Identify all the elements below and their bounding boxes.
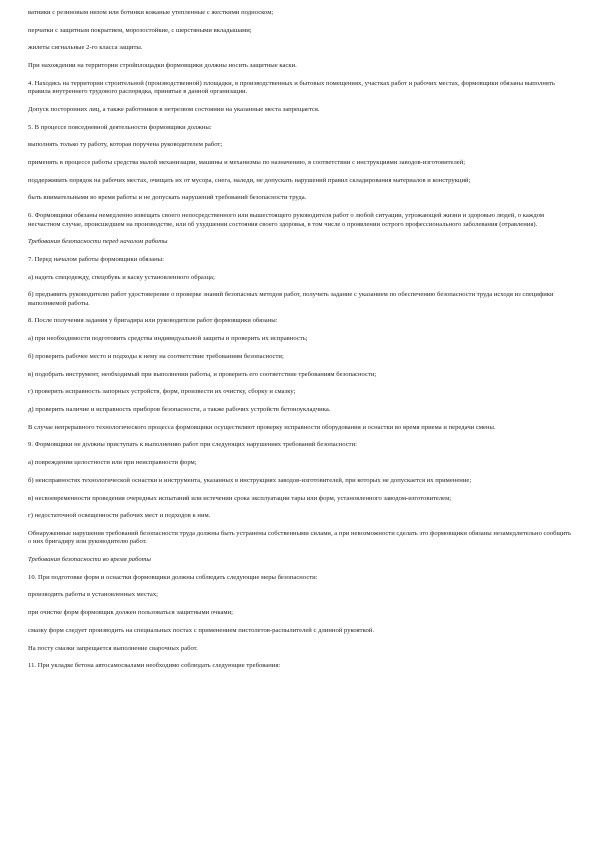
paragraph: 5. В процессе повседневной деятельности формовщики должны: [28, 123, 212, 131]
paragraph: жилеты сигнальные 2-го класса защиты. [28, 44, 143, 52]
paragraph: 8. После получения задания у бригадира или руководителя работ формовщики обязаны: [28, 317, 278, 325]
paragraph: б) предъявить руководителю работ удостоверение о проверке знаний безопасных методов работ, получить задание с указанием по обеспечению безопасности труда исходя из специфики выполняемой работы. [28, 291, 554, 307]
paragraph: г) недостаточной освещенности рабочих мест и подходов к ним. [28, 512, 211, 520]
paragraph: а) надеть спецодежду, спецобувь и каску установленного образца; [28, 273, 215, 281]
section-heading: Требования безопасности во время работы [28, 556, 151, 564]
section-heading: Требования безопасности перед началом работы [28, 238, 168, 246]
paragraph: 7. Перед началом работы формовщики обязаны: [28, 255, 164, 263]
paragraph: б) неисправностях технологической оснастки и инструмента, указанных в инструкциях заводов-изготовителей, при которых не допускается их применение; [28, 476, 472, 484]
paragraph: г) проверить исправность запорных устройств, форм, произвести их очистку, сборку и смазку; [28, 388, 296, 396]
paragraph: при очистке форм формовщик должен пользоваться защитными очками; [28, 609, 234, 617]
paragraph: Допуск посторонних лиц, а также работников в нетрезвом состоянии на указанные места запрещается. [28, 105, 320, 113]
paragraph: 9. Формовщики не должны приступать к выполнению работ при следующих нарушениях требований безопасности: [28, 441, 357, 449]
paragraph: Обнаруженные нарушения требований безопасности труда должны быть устранены собственными силами, а при невозможности сделать это формовщики обязаны незамедлительно сообщить о них бригадиру или руководителю работ. [28, 529, 572, 546]
paragraph: перчатки с защитным покрытием, морозостойкие, с шерстяными вкладышами; [28, 26, 252, 34]
paragraph: применять в процессе работы средства малой механизации, машины и механизмы по назначению, в соответствии с инструкциями заводов-изготовителей; [28, 159, 466, 167]
paragraph: 10. При подготовке форм и оснастки формовщики должны соблюдать следующие меры безопасности: [28, 573, 318, 581]
document-body [28, 9, 573, 680]
paragraph: 11. При укладке бетона автосамосвалами необходимо соблюдать следующие требования: [28, 662, 281, 670]
paragraph: а) при необходимости подготовить средства индивидуальной защиты и проверить их исправность; [28, 335, 308, 343]
paragraph: смазку форм следует производить на специальных постах с применением пистолетов-распылителей с длинной рукояткой. [28, 626, 374, 634]
paragraph: производить работы в установленных местах; [28, 591, 159, 599]
paragraph: 4. Находясь на территории строительной (производственной) площадки, в производственных и бытовых помещениях, участках работ и рабочих местах, формовщики обязаны выполнять правила внутреннего трудового распорядка, принятые в данной организации. [28, 79, 555, 96]
paragraph: в) подобрать инструмент, необходимый при выполнении работы, и проверить его соответствие требованиям безопасности; [28, 370, 377, 378]
paragraph: При нахождении на территории стройплощадки формовщики должны носить защитные каски. [28, 62, 297, 70]
paragraph: б) проверить рабочее место и подходы к нему на соответствие требованиям безопасности; [28, 352, 284, 360]
paragraph: ватники с резиновым низом или ботинки кожаные утепленные с жесткими подноском; [28, 9, 274, 16]
paragraph: а) повреждении целостности или при неисправности форм; [28, 459, 197, 467]
paragraph: На посту смазки запрещается выполнение сварочных работ. [28, 644, 198, 652]
paragraph: поддерживать порядок на рабочих местах, очищать их от мусора, снега, наледи, не допускать нарушений правил складирования материалов и конструкций; [28, 176, 471, 184]
paragraph: выполнять только ту работу, которая поручена руководителем работ; [28, 141, 223, 149]
paragraph: быть внимательными во время работы и не допускать нарушений требований безопасности труда. [28, 194, 307, 202]
paragraph: д) проверить наличие и исправность приборов безопасности, а также рабочих устройств бетоноукладчика. [28, 405, 331, 413]
paragraph: в) несвоевременности проведения очередных испытаний или истечении срока эксплуатации тары или форм, установленного заводом-изготовителем; [28, 494, 452, 502]
paragraph: В случае непрерывного технологического процесса формовщики осуществляют проверку исправности оборудования и оснастки во время приема и передачи смены. [28, 423, 496, 431]
paragraph: 6. Формовщики обязаны немедленно извещать своего непосредственного или вышестоящего руководителя работ о любой ситуации, угрожающей жизни и здоровью людей, о каждом несчастном случае, происшедшем на производстве, или об ухудшении состояния своего здоровья, в том числе о проявлении острого профессионального заболевания (отравления). [28, 212, 545, 228]
